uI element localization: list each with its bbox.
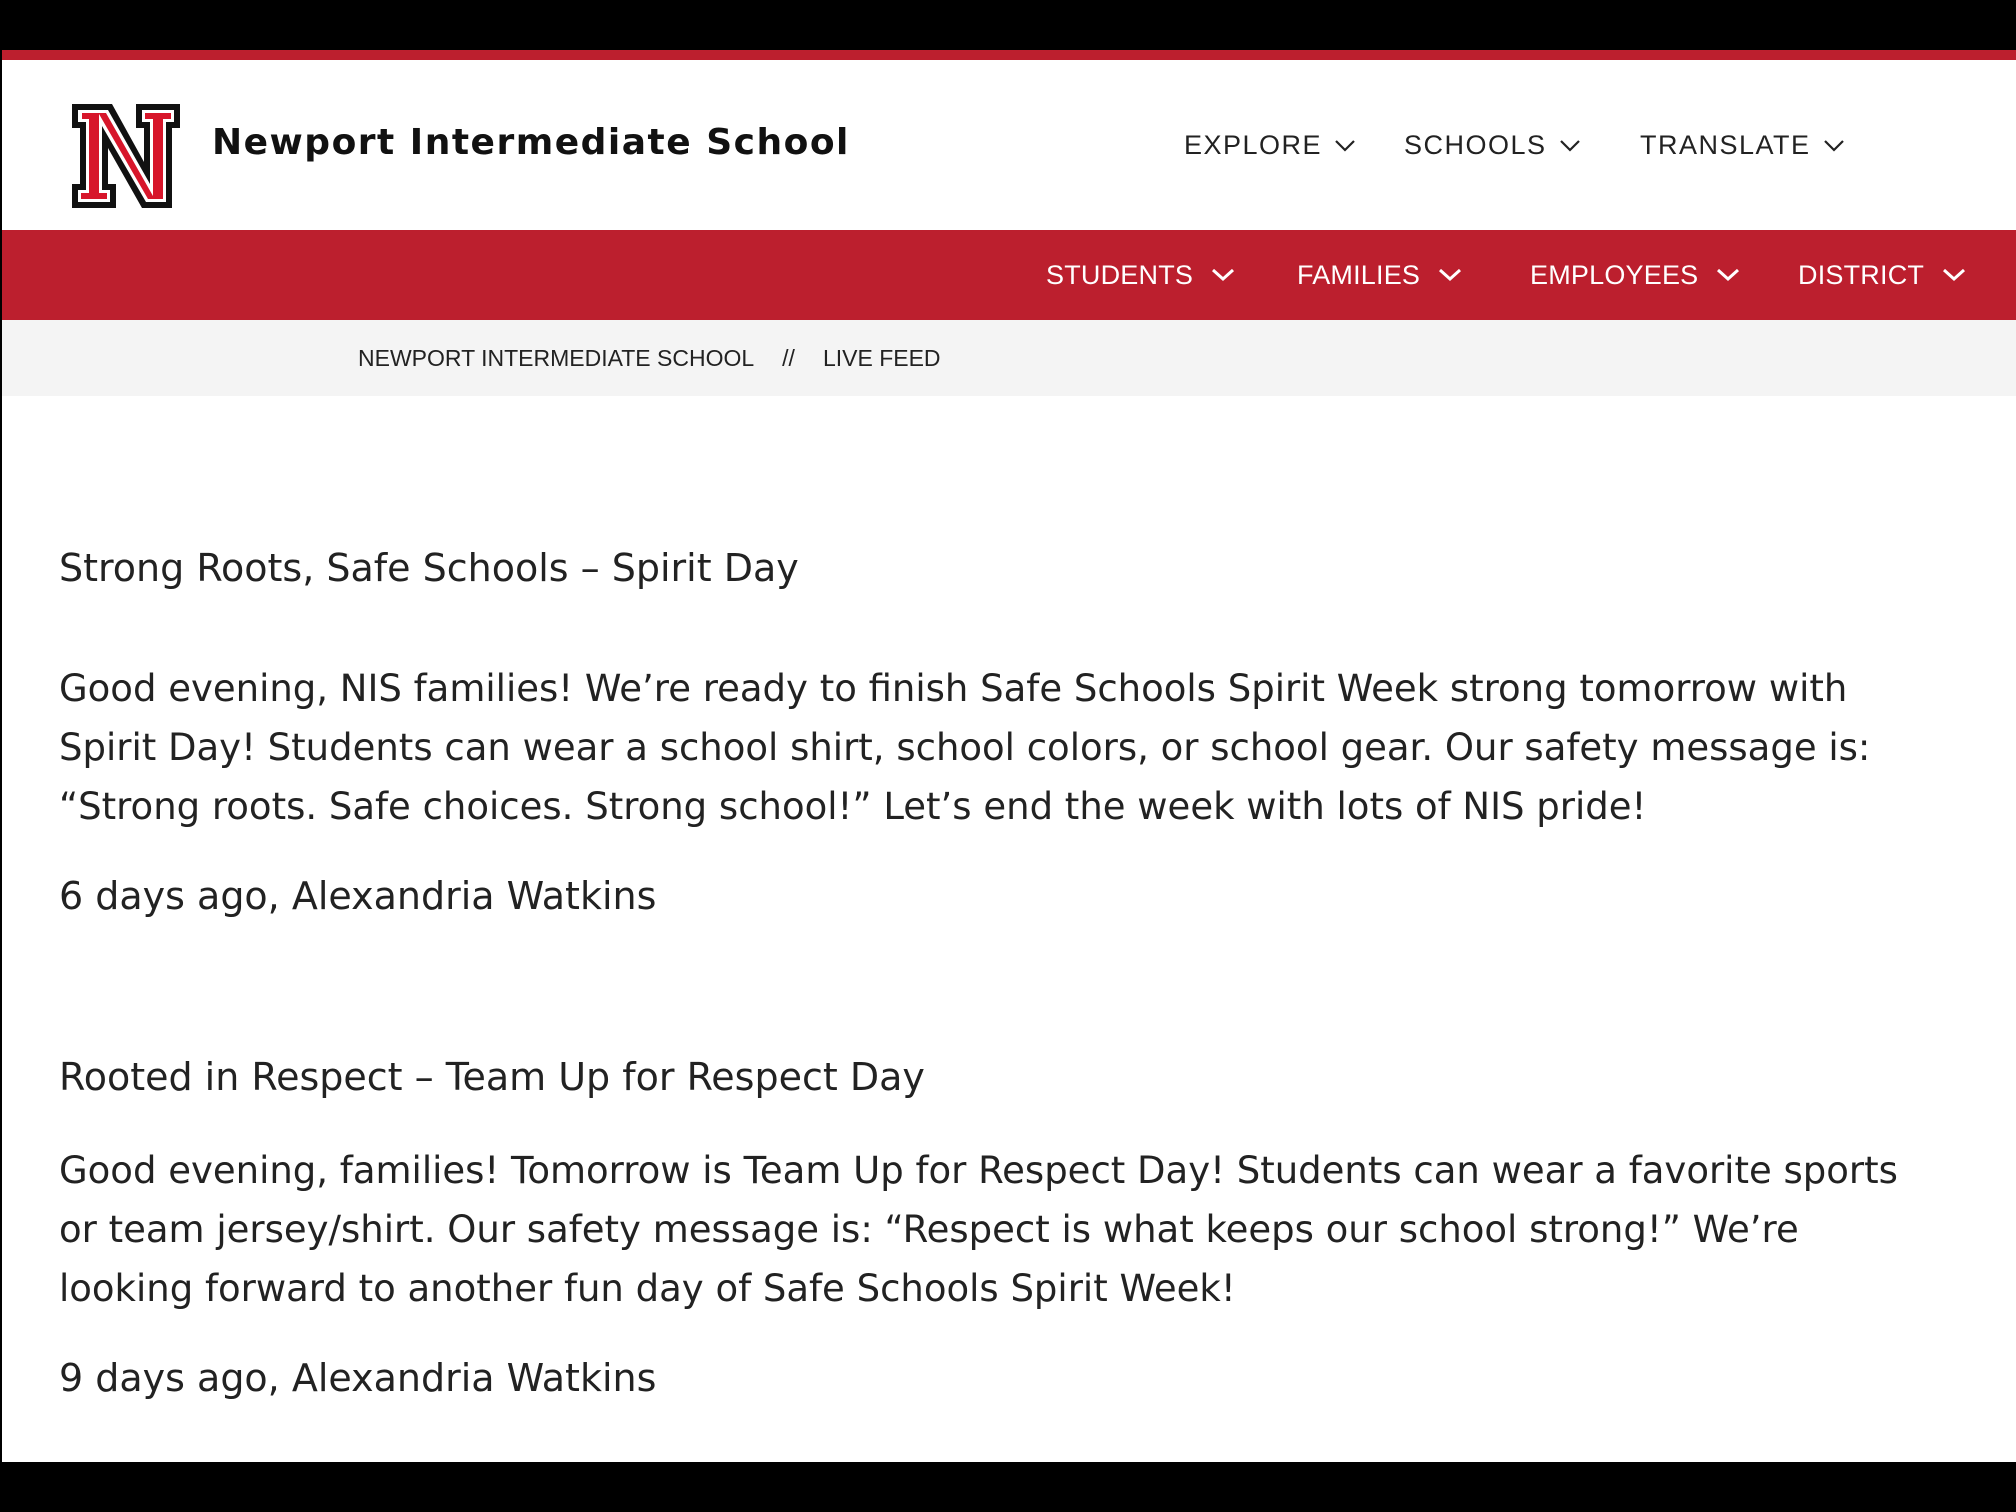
nav-families-label: FAMILIES (1297, 259, 1421, 290)
post-body (59, 1141, 1979, 1318)
post-meta: 6 days ago, Alexandria Watkins (59, 874, 657, 918)
breadcrumb-school-link[interactable]: NEWPORT INTERMEDIATE SCHOOL (358, 344, 755, 371)
breadcrumb-bar (2, 320, 2016, 396)
schools-label: SCHOOLS (1404, 130, 1547, 160)
breadcrumb-separator: // (782, 344, 795, 371)
post-meta: 9 days ago, Alexandria Watkins (59, 1356, 657, 1400)
translate-menu[interactable] (1640, 130, 1845, 161)
nav-students-label: STUDENTS (1046, 259, 1194, 290)
translate-label: TRANSLATE (1640, 130, 1811, 160)
post-body-line: Spirit Day! Students can wear a school shirt, school colors, or school gear. Our safety message is: (59, 726, 1871, 769)
post-body (59, 659, 1979, 836)
chevron-down-icon (1334, 139, 1356, 153)
post-body-line: Good evening, NIS families! We’re ready to finish Safe Schools Spirit Week strong tomorrow with (59, 667, 1848, 710)
post-title[interactable]: Strong Roots, Safe Schools – Spirit Day (59, 546, 799, 590)
nav-students[interactable] (1046, 230, 1235, 320)
school-logo-n[interactable] (68, 100, 184, 212)
post-body-line: looking forward to another fun day of Safe Schools Spirit Week! (59, 1267, 1236, 1310)
nav-district-label: DISTRICT (1798, 259, 1925, 290)
explore-label: EXPLORE (1184, 130, 1323, 160)
nav-families[interactable] (1297, 230, 1462, 320)
chevron-down-icon (1716, 268, 1740, 282)
top-accent-stripe (2, 50, 2016, 60)
chevron-down-icon (1438, 268, 1462, 282)
nav-employees-label: EMPLOYEES (1530, 259, 1699, 290)
chevron-down-icon (1559, 139, 1581, 153)
site-header (2, 60, 2016, 230)
post-body-line: or team jersey/shirt. Our safety message is: “Respect is what keeps our school strong!” We’re (59, 1208, 1799, 1251)
schools-menu[interactable] (1404, 130, 1581, 161)
post-body-line: “Strong roots. Safe choices. Strong school!” Let’s end the week with lots of NIS pride! (59, 785, 1647, 828)
main-navigation (2, 230, 2016, 320)
chevron-down-icon (1211, 268, 1235, 282)
chevron-down-icon (1823, 139, 1845, 153)
breadcrumb (358, 320, 941, 396)
chevron-down-icon (1942, 268, 1966, 282)
nav-district[interactable] (1798, 230, 1966, 320)
explore-menu[interactable] (1184, 130, 1356, 161)
post-title[interactable]: Rooted in Respect – Team Up for Respect Day (59, 1055, 925, 1099)
browser-page (2, 50, 2016, 1462)
breadcrumb-live-feed: LIVE FEED (822, 344, 941, 371)
nav-employees[interactable] (1530, 230, 1740, 320)
post-body-line: Good evening, families! Tomorrow is Team Up for Respect Day! Students can wear a favorite sports (59, 1149, 1898, 1192)
school-name[interactable]: Newport Intermediate School (212, 122, 850, 163)
